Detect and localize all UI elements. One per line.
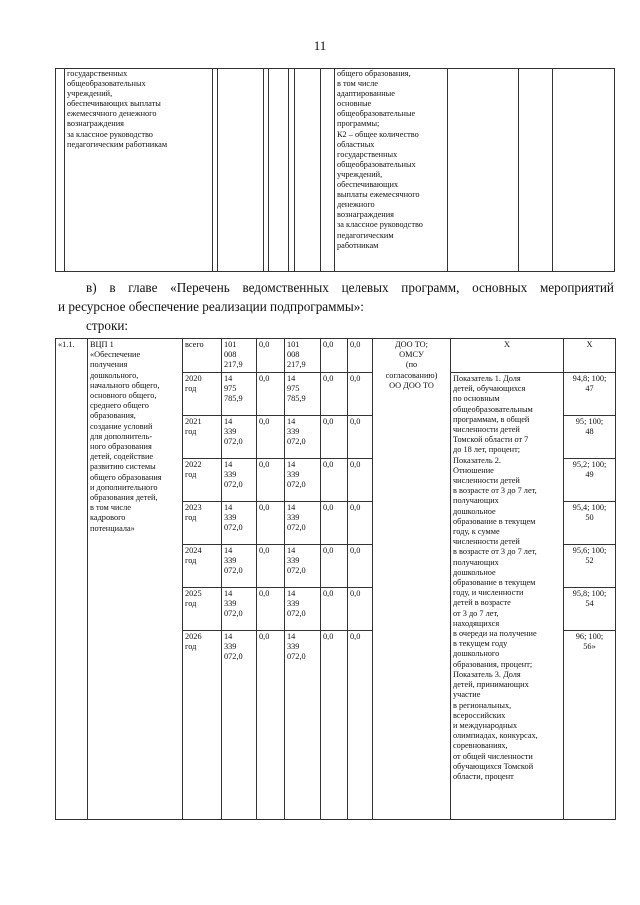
indicator-cell-text: Показатель 1. Доля детей, обучающихся по основным общеобразовательным программам, в общей численности детей Томской области от 7 до 18 лет, процент; Показатель 2. Отношение численности детей в возрасте от 3 до 7 лет, получающих дошкольное образование в текущем году, к сумме численности детей в возрасте от 3 до 7 лет, получающих дошкольное образование в текущем году, и численности детей в возрасте от 3 до 7 лет, находящихся в очереди на получение в текущем году дошкольного образования, процент; Показатель 3. Доля детей, принимающих участие в региональных, всероссийских и международных олимпиадах, конкурсах, соревнованиях, от общей численности обучающихся Томской области, процент: [453, 374, 538, 781]
regional-amount-cell-text: 14 339 072,0: [287, 632, 306, 662]
federal-amount-cell: [257, 339, 285, 373]
year-cell-text: 2021 год: [185, 417, 202, 437]
federal-amount-cell: [257, 416, 285, 459]
indicator-cell: [451, 373, 564, 820]
continuation-cell-formula: [335, 69, 448, 272]
total-amount-cell: [222, 459, 257, 502]
indicator-values-cell-text: 94,8; 100; 47: [572, 374, 607, 394]
year-cell: [183, 373, 222, 416]
extra-amount-cell-text: 0,0: [350, 589, 361, 598]
federal-amount-cell-text: 0,0: [259, 417, 270, 426]
local-amount-cell: [321, 373, 348, 416]
indicator-values-cell-text: 95,2; 100; 49: [572, 460, 607, 480]
indicator-values-cell-text: 96; 100; 56»: [575, 632, 604, 652]
responsible-cell: [373, 339, 451, 820]
extra-amount-cell: [348, 459, 373, 502]
indicator-values-cell: [564, 588, 616, 631]
local-amount-cell-text: 0,0: [323, 589, 334, 598]
year-cell-text: 2022 год: [185, 460, 202, 480]
extra-amount-cell: [348, 545, 373, 588]
federal-amount-cell-text: 0,0: [259, 460, 270, 469]
indicator-values-cell: [564, 373, 616, 416]
extra-amount-cell-text: 0,0: [350, 503, 361, 512]
measure-text: государственных общеобразовательных учреждений, обеспечивающих выплаты ежемесячного денежного вознаграждения за классное руководство педагогическим работникам: [67, 69, 168, 149]
table-row: [56, 339, 616, 373]
federal-amount-cell-text: 0,0: [259, 589, 270, 598]
year-cell: [183, 588, 222, 631]
regional-amount-cell-text: 101 008 217,9: [287, 340, 306, 370]
year-cell-text: 2025 год: [185, 589, 202, 609]
total-amount-cell-text: 14 339 072,0: [224, 546, 243, 576]
local-amount-cell-text: 0,0: [323, 460, 334, 469]
extra-amount-cell: [348, 631, 373, 820]
regional-amount-cell: [285, 373, 321, 416]
local-amount-cell: [321, 545, 348, 588]
indicator-values-cell: [564, 459, 616, 502]
indicator-values-cell-text: 95,4; 100; 50: [572, 503, 607, 523]
federal-amount-cell-text: 0,0: [259, 632, 270, 641]
row-number-cell-text: «1.1.: [58, 340, 75, 349]
extra-amount-cell-text: 0,0: [350, 417, 361, 426]
local-amount-cell: [321, 459, 348, 502]
local-amount-cell: [321, 502, 348, 545]
extra-amount-cell-text: 0,0: [350, 546, 361, 555]
federal-amount-cell: [257, 459, 285, 502]
regional-amount-cell-text: 14 339 072,0: [287, 503, 306, 533]
regional-amount-cell-text: 14 975 785,9: [287, 374, 306, 404]
continuation-table: [55, 68, 615, 272]
extra-amount-cell: [348, 416, 373, 459]
federal-amount-cell: [257, 502, 285, 545]
federal-amount-cell: [257, 588, 285, 631]
continuation-row: [56, 69, 615, 272]
extra-amount-cell-text: 0,0: [350, 374, 361, 383]
regional-amount-cell: [285, 339, 321, 373]
local-amount-cell-text: 0,0: [323, 374, 334, 383]
formula-text: общего образования, в том числе адаптированные основные общеобразовательные программы; К2 – общее количество областных государственных общеобразовательных учреждений, обеспечивающих выплаты ежемесячного денежного вознаграждения за классное руководство педагогическим работникам: [337, 69, 423, 250]
amendment-paragraph: [58, 278, 614, 335]
extra-amount-cell-text: 0,0: [350, 460, 361, 469]
continuation-cell: [269, 69, 289, 272]
local-amount-cell-text: 0,0: [323, 503, 334, 512]
extra-amount-cell: [348, 588, 373, 631]
indicator-header-cell: [451, 339, 564, 373]
page-number: 11: [313, 38, 327, 53]
total-amount-cell: [222, 416, 257, 459]
program-name-cell: [88, 339, 183, 820]
continuation-cell: [218, 69, 264, 272]
federal-amount-cell-text: 0,0: [259, 546, 270, 555]
year-cell: [183, 459, 222, 502]
row-number-cell: [56, 339, 88, 820]
regional-amount-cell: [285, 416, 321, 459]
federal-amount-cell-text: 0,0: [259, 340, 270, 349]
total-amount-cell-text: 14 339 072,0: [224, 417, 243, 447]
extra-amount-cell: [348, 339, 373, 373]
federal-amount-cell: [257, 373, 285, 416]
total-amount-cell: [222, 339, 257, 373]
continuation-cell: [519, 69, 553, 272]
indicator-values-cell: [564, 502, 616, 545]
regional-amount-cell-text: 14 339 072,0: [287, 546, 306, 576]
federal-amount-cell: [257, 545, 285, 588]
total-amount-cell: [222, 373, 257, 416]
program-table: [55, 338, 616, 820]
indicator-values-cell-text: 95,6; 100; 52: [572, 546, 607, 566]
year-cell: [183, 339, 222, 373]
continuation-cell: [321, 69, 335, 272]
total-amount-cell-text: 14 339 072,0: [224, 460, 243, 490]
total-amount-cell-text: 14 975 785,9: [224, 374, 243, 404]
year-cell-text: 2026 год: [185, 632, 202, 652]
continuation-cell-measure: [65, 69, 213, 272]
indicator-values-cell-text: 95,8; 100; 54: [572, 589, 607, 609]
extra-amount-cell-text: 0,0: [350, 340, 361, 349]
local-amount-cell: [321, 631, 348, 820]
extra-amount-cell: [348, 502, 373, 545]
regional-amount-cell-text: 14 339 072,0: [287, 417, 306, 447]
year-cell: [183, 502, 222, 545]
local-amount-cell-text: 0,0: [323, 340, 334, 349]
total-amount-cell: [222, 631, 257, 820]
extra-amount-cell-text: 0,0: [350, 632, 361, 641]
total-amount-cell: [222, 545, 257, 588]
local-amount-cell: [321, 339, 348, 373]
local-amount-cell-text: 0,0: [323, 632, 334, 641]
continuation-cell: [295, 69, 321, 272]
continuation-cell: [448, 69, 519, 272]
indicator-values-cell-text: 95; 100; 48: [575, 417, 604, 437]
paragraph-line-2: и ресурсное обеспечение реализации подпрограммы»:: [58, 299, 364, 314]
total-amount-cell: [222, 502, 257, 545]
regional-amount-cell-text: 14 339 072,0: [287, 589, 306, 619]
regional-amount-cell: [285, 631, 321, 820]
total-amount-cell-text: 14 339 072,0: [224, 503, 243, 533]
extra-amount-cell: [348, 373, 373, 416]
federal-amount-cell: [257, 631, 285, 820]
regional-amount-cell: [285, 545, 321, 588]
total-amount-cell-text: 14 339 072,0: [224, 589, 243, 619]
indicator-values-cell: [564, 416, 616, 459]
regional-amount-cell: [285, 502, 321, 545]
federal-amount-cell-text: 0,0: [259, 503, 270, 512]
year-cell: [183, 631, 222, 820]
paragraph-line-3: строки:: [86, 318, 129, 333]
paragraph-line-1: в) в главе «Перечень ведомственных целевых программ, основных мероприятий: [86, 280, 614, 295]
responsible-cell-text: ДОО ТО; ОМСУ (по согласованию) ОО ДОО ТО: [385, 340, 438, 390]
values-header-cell-text: Х: [586, 340, 593, 349]
local-amount-cell-text: 0,0: [323, 546, 334, 555]
indicator-values-cell: [564, 545, 616, 588]
values-header-cell: [564, 339, 616, 373]
continuation-cell: [553, 69, 615, 272]
continuation-cell-number: [56, 69, 65, 272]
year-cell-text: 2020 год: [185, 374, 202, 394]
year-cell: [183, 545, 222, 588]
total-amount-cell: [222, 588, 257, 631]
indicator-header-cell-text: Х: [504, 340, 510, 349]
year-cell: [183, 416, 222, 459]
regional-amount-cell: [285, 459, 321, 502]
year-cell-text: 2023 год: [185, 503, 202, 523]
regional-amount-cell-text: 14 339 072,0: [287, 460, 306, 490]
program-name-cell-text: ВЦП 1 «Обеспечение получения дошкольного, начального общего, основного общего, среднего общего образования, создание условий для дополнитель- ного образования детей, содействие развитию системы общего образования и дополнительного образования детей, в том числе кадрового потенциала»: [90, 340, 162, 533]
local-amount-cell: [321, 588, 348, 631]
year-cell-text: всего: [185, 340, 204, 349]
total-amount-cell-text: 14 339 072,0: [224, 632, 243, 662]
regional-amount-cell: [285, 588, 321, 631]
year-cell-text: 2024 год: [185, 546, 202, 566]
local-amount-cell-text: 0,0: [323, 417, 334, 426]
federal-amount-cell-text: 0,0: [259, 374, 270, 383]
local-amount-cell: [321, 416, 348, 459]
indicator-values-cell: [564, 631, 616, 820]
total-amount-cell-text: 101 008 217,9: [224, 340, 243, 370]
